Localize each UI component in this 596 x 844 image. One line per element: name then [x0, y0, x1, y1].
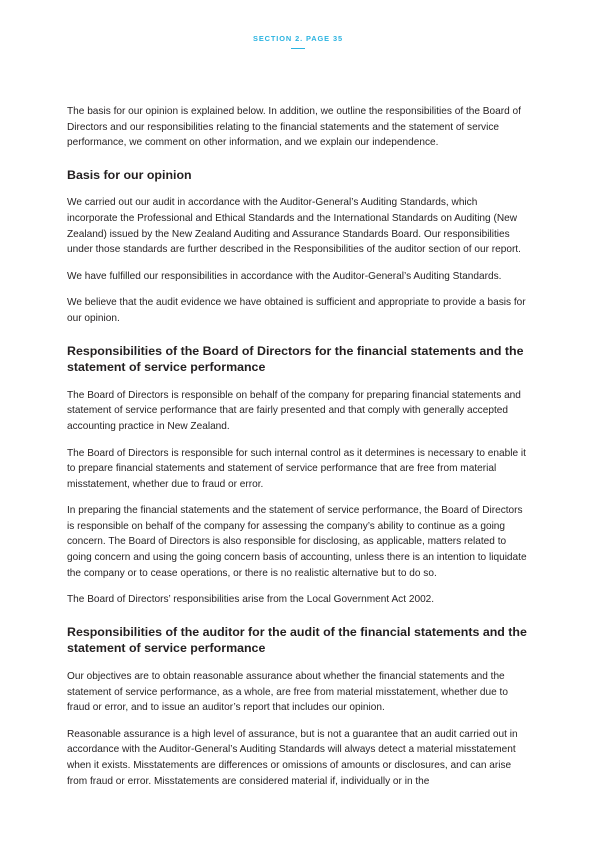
basis-paragraph-3: We believe that the audit evidence we have obtained is sufficient and appropriate to provide a basis for our opinion.	[67, 297, 526, 324]
board-section	[67, 343, 529, 608]
basis-section	[67, 167, 529, 327]
header-rule	[291, 48, 305, 49]
board-paragraph-1: The Board of Directors is responsible on behalf of the company for preparing financial statements and statement of service performance that are fairly presented and that comply with generally accepted accounting practice in New Zealand.	[67, 389, 521, 432]
auditor-section	[67, 624, 529, 789]
board-paragraph-3: In preparing the financial statements and the statement of service performance, the Board of Directors is responsible on behalf of the company for assessing the company’s ability to continue as a going concern. The Board of Directors is also responsible for disclosing, as applicable, matters related to going concern and using the going concern basis of accounting, unless there is an intention to liquidate the company or to cease operations, or there is no realistic alternative but to do so.	[67, 505, 527, 579]
basis-paragraph-2: We have fulfilled our responsibilities in accordance with the Auditor-General’s Auditing Standards.	[67, 270, 502, 282]
auditor-paragraph-1: Our objectives are to obtain reasonable assurance about whether the financial statements and the statement of service performance, as a whole, are free from material misstatement, whether due to fraud or error, and to issue an auditor’s report that includes our opinion.	[67, 671, 508, 714]
board-paragraph-4: The Board of Directors’ responsibilities arise from the Local Government Act 2002.	[67, 594, 435, 606]
page-header	[0, 34, 596, 49]
document-body	[67, 104, 529, 800]
basis-paragraph-1: We carried out our audit in accordance with the Auditor-General’s Auditing Standards, which incorporate the Professional and Ethical Standards and the International Standards on Auditing (New Zealand) issued by the New Zealand Auditing and Assurance Standards Board. Our responsibilities under those standards are further described in the Responsibilities of the auditor section of our report.	[67, 197, 521, 256]
auditor-paragraph-2: Reasonable assurance is a high level of assurance, but is not a guarantee that an audit carried out in accordance with the Auditor-General’s Auditing Standards will always detect a material misstatement when it exists. Misstatements are differences or omissions of amounts or disclosures, and can arise from fraud or error. Misstatements are considered material if, individually or in the	[67, 728, 518, 787]
intro-paragraph: The basis for our opinion is explained below. In addition, we outline the responsibilities of the Board of Directors and our responsibilities relating to the financial statements and the statement of service performance, we comment on other information, and we explain our independence.	[67, 106, 521, 149]
section-page-label: SECTION 2. PAGE 35	[253, 34, 343, 43]
auditor-heading: Responsibilities of the auditor for the audit of the financial statements and the statement of service performance	[67, 624, 527, 656]
basis-heading: Basis for our opinion	[67, 167, 192, 182]
board-paragraph-2: The Board of Directors is responsible for such internal control as it determines is necessary to enable it to prepare financial statements and statement of service performance that are free from material misstatement, whether due to fraud or error.	[67, 447, 526, 490]
board-heading: Responsibilities of the Board of Directors for the financial statements and the statement of service performance	[67, 343, 524, 375]
